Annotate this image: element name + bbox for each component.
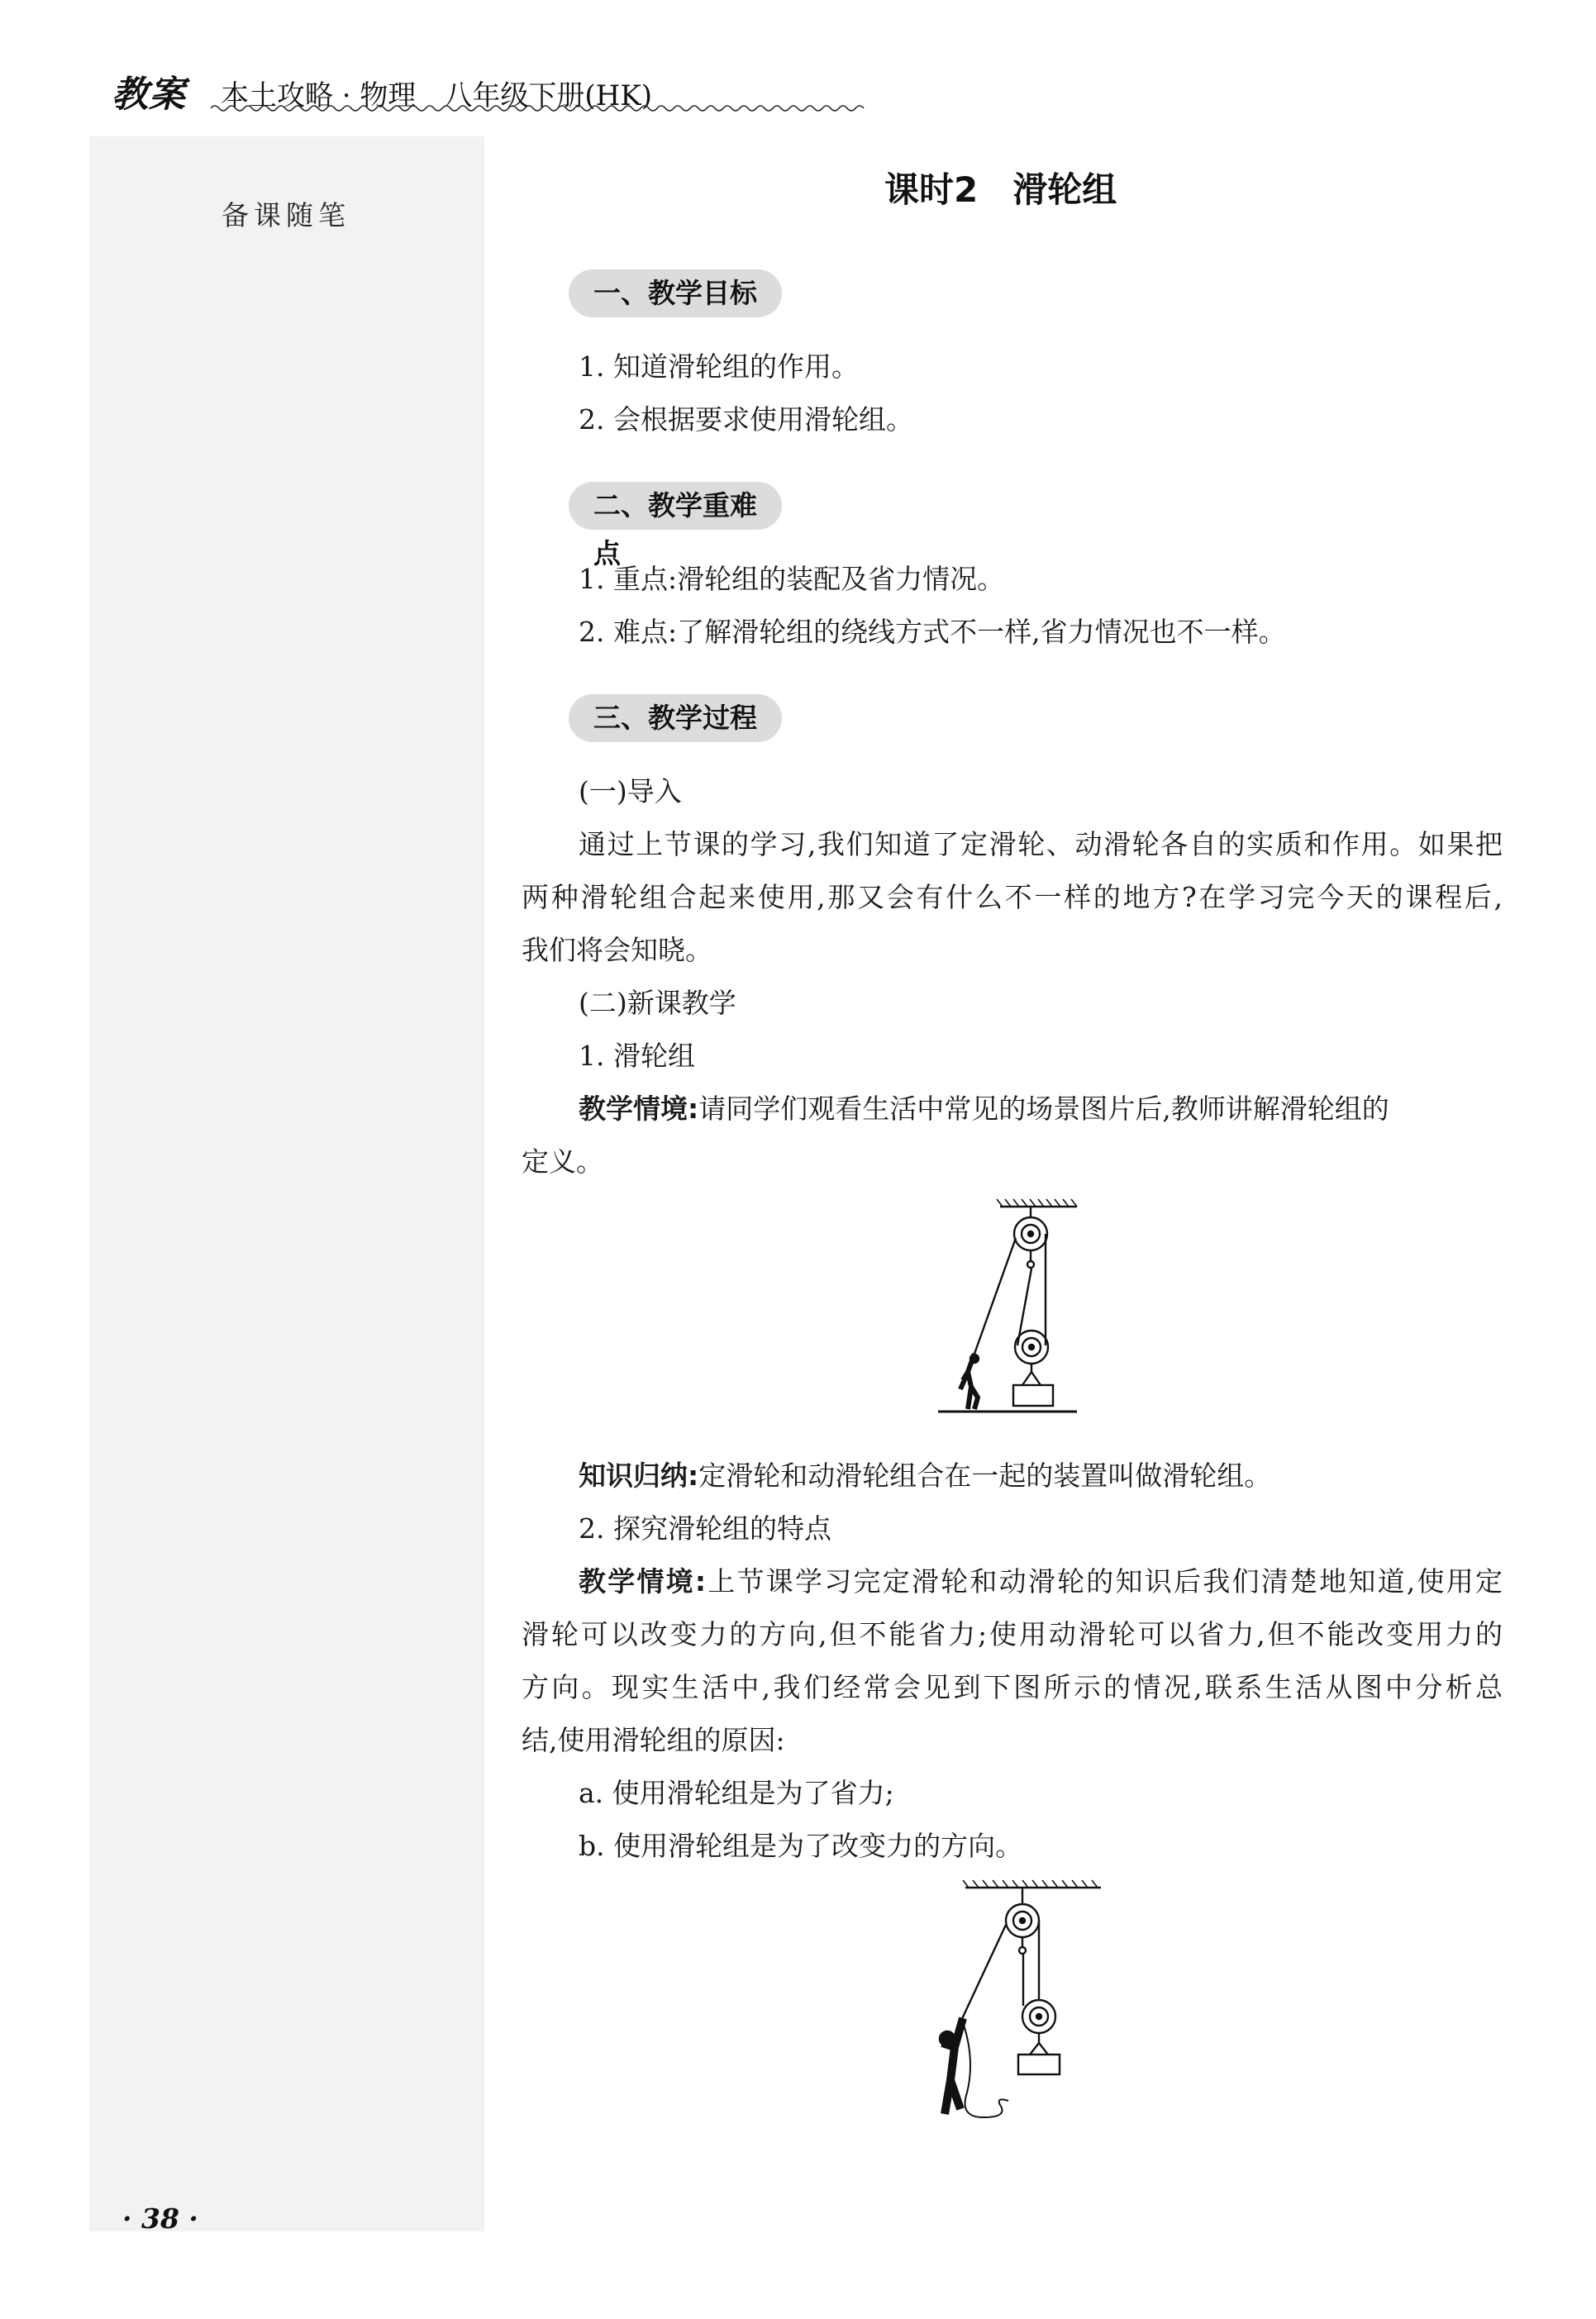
objective-item: 2. 会根据要求使用滑轮组。 <box>579 403 913 436</box>
summary-label: 知识归纳: <box>579 1459 699 1492</box>
pulley-figure-1 <box>938 1197 1087 1432</box>
section-heading-objectives: 一、教学目标 <box>569 269 782 317</box>
header-brand: 教案 <box>112 74 186 116</box>
paragraph-line: 结,使用滑轮组的原因: <box>522 1724 785 1756</box>
situation-label: 教学情境: <box>579 1565 707 1598</box>
paragraph-line: 定义。 <box>522 1145 603 1178</box>
pulley-figure-2 <box>917 1878 1108 2134</box>
reason-a: a. 使用滑轮组是为了省力; <box>579 1777 894 1809</box>
objective-item: 1. 知道滑轮组的作用。 <box>579 350 859 383</box>
margin-notes-label: 备课随笔 <box>222 199 350 231</box>
section-heading-key-points: 二、教学重难点 <box>569 482 782 530</box>
paragraph-line <box>579 1565 1503 1598</box>
situation-text: 上节课学习完定滑轮和动滑轮的知识后我们清楚地知道,使用定 <box>706 1565 1503 1598</box>
summary-text: 定滑轮和动滑轮组合在一起的装置叫做滑轮组。 <box>698 1459 1272 1492</box>
lesson-title: 课时2 滑轮组 <box>884 169 1117 210</box>
paragraph-line: 我们将会知晓。 <box>522 934 712 966</box>
page-number: · 38 · <box>122 2202 198 2235</box>
paragraph-line: 通过上节课的学习,我们知道了定滑轮、动滑轮各自的实质和作用。如果把 <box>579 828 1503 860</box>
paragraph-line: 滑轮可以改变力的方向,但不能省力;使用动滑轮可以省力,但不能改变用力的 <box>522 1618 1503 1650</box>
page-header <box>112 64 765 116</box>
paragraph-line: 两种滑轮组合起来使用,那又会有什么不一样的地方?在学习完今天的课程后, <box>522 881 1503 913</box>
part2-heading: 2. 探究滑轮组的特点 <box>579 1512 831 1545</box>
key-point-item: 2. 难点:了解滑轮组的绕线方式不一样,省力情况也不一样。 <box>579 616 1286 648</box>
paragraph-line <box>579 1459 1560 1493</box>
header-wavy-rule <box>211 102 872 114</box>
intro-heading: (一)导入 <box>579 775 682 807</box>
paragraph-line: 方向。现实生活中,我们经常会见到下图所示的情况,联系生活从图中分析总 <box>522 1671 1503 1703</box>
new-lesson-heading: (二)新课教学 <box>579 987 736 1019</box>
section-heading-process: 三、教学过程 <box>569 694 782 742</box>
reason-b: b. 使用滑轮组是为了改变力的方向。 <box>579 1830 1023 1862</box>
situation-label: 教学情境: <box>579 1093 699 1125</box>
part1-heading: 1. 滑轮组 <box>579 1040 695 1072</box>
header-title: 本土攻略 · 物理 八年级下册(HK) <box>221 79 653 112</box>
situation-text: 请同学们观看生活中常见的场景图片后,教师讲解滑轮组的 <box>698 1093 1389 1125</box>
key-point-item: 1. 重点:滑轮组的装配及省力情况。 <box>579 563 1005 595</box>
paragraph-line <box>579 1093 1503 1126</box>
notes-margin-column <box>89 136 484 2231</box>
